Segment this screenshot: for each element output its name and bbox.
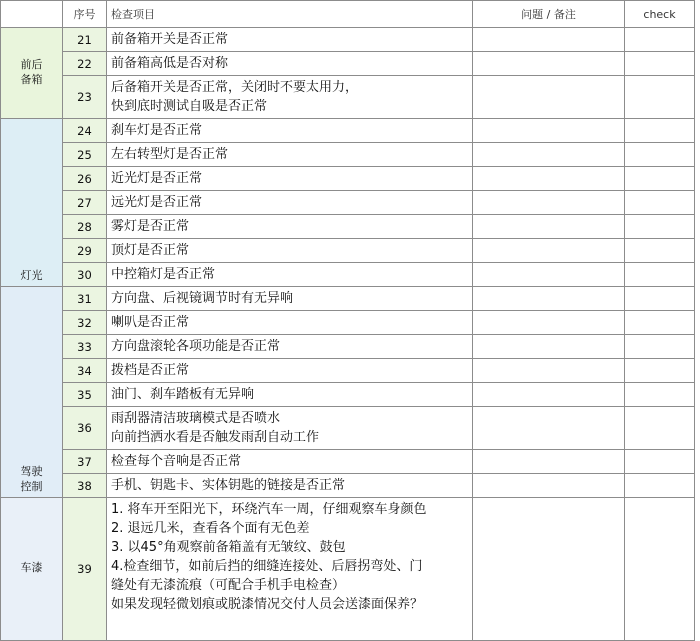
header-check: check: [625, 1, 695, 28]
row-number: 28: [63, 215, 107, 239]
row-item: 方向盘滚轮各项功能是否正常: [107, 335, 473, 359]
row-item: 拨档是否正常: [107, 359, 473, 383]
row-number: 31: [63, 287, 107, 311]
row-item: 顶灯是否正常: [107, 239, 473, 263]
note-cell[interactable]: [473, 119, 625, 143]
row-number: 36: [63, 407, 107, 450]
note-cell[interactable]: [473, 498, 625, 641]
row-number: 32: [63, 311, 107, 335]
table-row: [1, 311, 695, 335]
table-row: [1, 498, 695, 641]
table-row: [1, 119, 695, 143]
row-item: 后备箱开关是否正常，关闭时不要太用力， 快到底时测试自吸是否正常: [107, 76, 473, 119]
check-cell[interactable]: [625, 119, 695, 143]
check-cell[interactable]: [625, 52, 695, 76]
check-cell[interactable]: [625, 28, 695, 52]
check-cell[interactable]: [625, 359, 695, 383]
header-note: 问题 / 备注: [473, 1, 625, 28]
row-number: 27: [63, 191, 107, 215]
check-cell[interactable]: [625, 263, 695, 287]
table-row: [1, 474, 695, 498]
table-row: [1, 167, 695, 191]
row-item: 1. 将车开至阳光下，环绕汽车一周，仔细观察车身颜色 2. 退远几米，查看各个面有无色差 3. 以45°角观察前备箱盖有无皱纹、鼓包 4.检查细节，如前后挡的细缝连接处、后唇拐弯处、门 缝处有无漆流痕（可配合手机手电检查） 如果发现轻微划痕或脱漆情况交付人员会送漆面保养？: [107, 498, 473, 641]
note-cell[interactable]: [473, 191, 625, 215]
category-cell: 车漆: [1, 498, 63, 641]
row-item: 前备箱高低是否对称: [107, 52, 473, 76]
table-row: [1, 28, 695, 52]
row-item: 油门、刹车踏板有无异响: [107, 383, 473, 407]
table-row: [1, 263, 695, 287]
check-cell[interactable]: [625, 76, 695, 119]
table-row: [1, 287, 695, 311]
note-cell[interactable]: [473, 383, 625, 407]
row-number: 25: [63, 143, 107, 167]
table-row: [1, 52, 695, 76]
note-cell[interactable]: [473, 450, 625, 474]
table-row: [1, 450, 695, 474]
note-cell[interactable]: [473, 215, 625, 239]
note-cell[interactable]: [473, 143, 625, 167]
note-cell[interactable]: [473, 311, 625, 335]
row-item: 近光灯是否正常: [107, 167, 473, 191]
header-row: [1, 1, 695, 28]
note-cell[interactable]: [473, 359, 625, 383]
check-cell[interactable]: [625, 474, 695, 498]
row-item: 检查每个音响是否正常: [107, 450, 473, 474]
row-item: 方向盘、后视镜调节时有无异响: [107, 287, 473, 311]
table-row: [1, 407, 695, 450]
table-row: [1, 359, 695, 383]
row-number: 21: [63, 28, 107, 52]
category-cell: 前后 备箱: [1, 28, 63, 119]
row-item: 手机、钥匙卡、实体钥匙的链接是否正常: [107, 474, 473, 498]
table-row: [1, 239, 695, 263]
table-row: [1, 143, 695, 167]
row-number: 23: [63, 76, 107, 119]
row-item: 远光灯是否正常: [107, 191, 473, 215]
check-cell[interactable]: [625, 215, 695, 239]
row-number: 37: [63, 450, 107, 474]
row-number: 35: [63, 383, 107, 407]
check-cell[interactable]: [625, 383, 695, 407]
note-cell[interactable]: [473, 239, 625, 263]
check-cell[interactable]: [625, 239, 695, 263]
header-number: 序号: [63, 1, 107, 28]
header-category: [1, 1, 63, 28]
check-cell[interactable]: [625, 498, 695, 641]
row-item: 雨刮器清洁玻璃模式是否喷水 向前挡洒水看是否触发雨刮自动工作: [107, 407, 473, 450]
note-cell[interactable]: [473, 407, 625, 450]
row-number: 30: [63, 263, 107, 287]
table-row: [1, 76, 695, 119]
table-row: [1, 335, 695, 359]
row-number: 22: [63, 52, 107, 76]
row-number: 39: [63, 498, 107, 641]
note-cell[interactable]: [473, 474, 625, 498]
row-number: 38: [63, 474, 107, 498]
category-cell: 驾驶 控制: [1, 287, 63, 498]
check-cell[interactable]: [625, 191, 695, 215]
check-cell[interactable]: [625, 450, 695, 474]
table-row: [1, 383, 695, 407]
row-number: 34: [63, 359, 107, 383]
note-cell[interactable]: [473, 28, 625, 52]
row-item: 喇叭是否正常: [107, 311, 473, 335]
check-cell[interactable]: [625, 335, 695, 359]
table-row: [1, 191, 695, 215]
check-cell[interactable]: [625, 311, 695, 335]
check-cell[interactable]: [625, 287, 695, 311]
row-item: 雾灯是否正常: [107, 215, 473, 239]
table-row: [1, 215, 695, 239]
note-cell[interactable]: [473, 263, 625, 287]
row-item: 刹车灯是否正常: [107, 119, 473, 143]
note-cell[interactable]: [473, 287, 625, 311]
note-cell[interactable]: [473, 52, 625, 76]
row-item: 中控箱灯是否正常: [107, 263, 473, 287]
note-cell[interactable]: [473, 76, 625, 119]
row-item: 左右转型灯是否正常: [107, 143, 473, 167]
row-number: 29: [63, 239, 107, 263]
header-item: 检查项目: [107, 1, 473, 28]
check-cell[interactable]: [625, 143, 695, 167]
check-cell[interactable]: [625, 167, 695, 191]
check-cell[interactable]: [625, 407, 695, 450]
category-cell: 灯光: [1, 119, 63, 287]
row-number: 26: [63, 167, 107, 191]
row-number: 24: [63, 119, 107, 143]
row-number: 33: [63, 335, 107, 359]
note-cell[interactable]: [473, 335, 625, 359]
note-cell[interactable]: [473, 167, 625, 191]
row-item: 前备箱开关是否正常: [107, 28, 473, 52]
